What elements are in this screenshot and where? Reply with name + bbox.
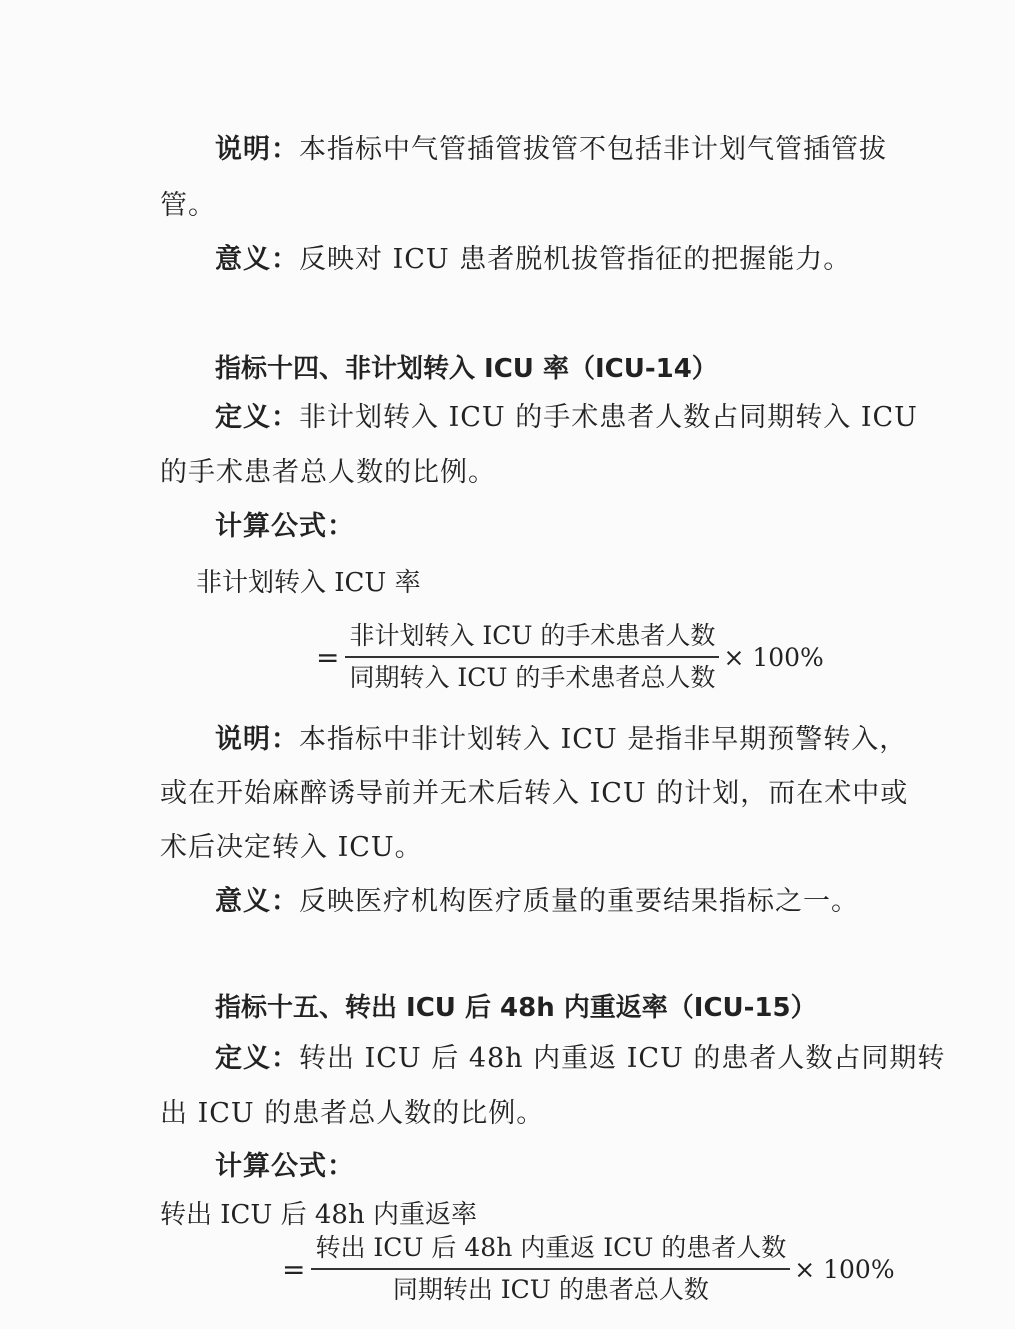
equals-sign: = <box>282 1252 306 1286</box>
denominator: 同期转入 ICU 的手术患者总人数 <box>349 663 716 692</box>
denominator: 同期转出 ICU 的患者总人数 <box>392 1275 709 1304</box>
formula-label: 计算公式： <box>215 511 355 542</box>
note-label: 说明： <box>215 724 299 755</box>
note-text-cont: 管。 <box>160 190 216 221</box>
note-text-cont-2: 术后决定转入 ICU。 <box>160 832 423 863</box>
definition-text-cont: 出 ICU 的患者总人数的比例。 <box>160 1098 545 1129</box>
meaning-label: 意义： <box>215 886 299 917</box>
formula-fraction <box>316 620 824 694</box>
note-text: 本指标中非计划转入 ICU 是指非早期预警转入， <box>299 724 908 755</box>
note-text: 本指标中气管插管拔管不包括非计划气管插管拔 <box>299 134 887 165</box>
meaning-text: 反映医疗机构医疗质量的重要结果指标之一。 <box>299 886 859 917</box>
definition-text: 非计划转入 ICU 的手术患者人数占同期转入 ICU <box>299 402 918 433</box>
definition-text: 转出 ICU 后 48h 内重返 ICU 的患者人数占同期转 <box>299 1043 946 1074</box>
fraction <box>345 620 719 694</box>
definition-label: 定义： <box>215 402 299 433</box>
note-paragraph-13 <box>215 132 887 168</box>
note-text-cont: 或在开始麻醉诱导前并无术后转入 ICU 的计划，而在术中或 <box>160 778 909 809</box>
section-heading-14: 指标十四、非计划转入 ICU 率（ICU-14） <box>215 354 718 384</box>
formula-name: 转出 ICU 后 48h 内重返率 <box>160 1200 477 1230</box>
meaning-text: 反映对 ICU 患者脱机拔管指征的把握能力。 <box>299 244 852 275</box>
formula-label: 计算公式： <box>215 1151 355 1182</box>
definition-text-cont: 的手术患者总人数的比例。 <box>160 457 496 488</box>
meaning-paragraph-14 <box>215 884 875 920</box>
multiplier: × 100% <box>723 642 824 672</box>
formula-name: 非计划转入 ICU 率 <box>196 568 421 598</box>
section-heading-15: 指标十五、转出 ICU 后 48h 内重返率（ICU-15） <box>215 993 817 1023</box>
equals-sign: = <box>316 640 340 674</box>
meaning-paragraph-13 <box>215 242 875 278</box>
definition-paragraph-15 <box>215 1041 946 1077</box>
definition-paragraph-14 <box>215 400 918 436</box>
note-label: 说明： <box>215 134 299 165</box>
numerator: 非计划转入 ICU 的手术患者人数 <box>349 621 716 650</box>
formula-fraction <box>282 1232 895 1306</box>
fraction <box>311 1232 790 1306</box>
definition-label: 定义： <box>215 1043 299 1074</box>
multiplier: × 100% <box>794 1254 895 1284</box>
meaning-label: 意义： <box>215 244 299 275</box>
note-paragraph-14 <box>215 722 908 758</box>
numerator: 转出 ICU 后 48h 内重返 ICU 的患者人数 <box>315 1233 787 1262</box>
